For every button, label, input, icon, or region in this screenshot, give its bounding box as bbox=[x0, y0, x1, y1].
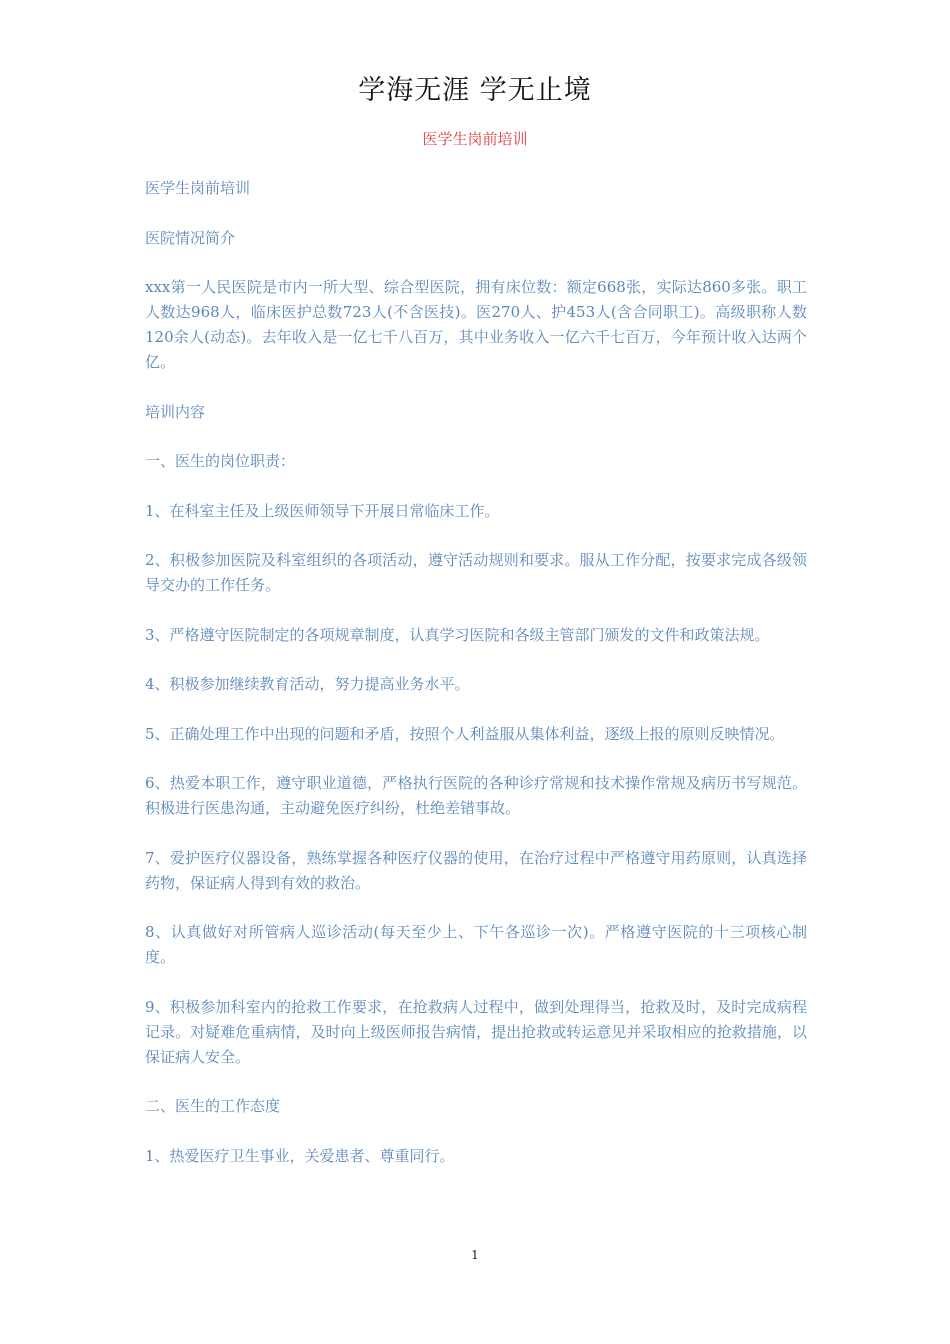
paragraph-list-item: 9、积极参加科室内的抢救工作要求，在抢救病人过程中，做到处理得当，抢救及时，及时完成病程记录。对疑难危重病情，及时向上级医师报告病情，提出抢救或转运意见并采取相应的抢救措施，以保证病人安全。 bbox=[145, 997, 807, 1066]
paragraph-list-item: 4、积极参加继续教育活动，努力提高业务水平。 bbox=[145, 675, 470, 693]
paragraph-heading: 医学生岗前培训 bbox=[145, 179, 251, 197]
document-body bbox=[145, 176, 807, 1193]
paragraph-section-title: 医院情况简介 bbox=[145, 228, 236, 247]
paragraph-list-item: 3、严格遵守医院制定的各项规章制度，认真学习医院和各级主管部门颁发的文件和政策法规。 bbox=[145, 625, 770, 644]
paragraph-section-title: 培训内容 bbox=[145, 402, 206, 421]
paragraph-list-item: 5、正确处理工作中出现的问题和矛盾，按照个人利益服从集体利益，逐级上报的原则反映情况。 bbox=[145, 724, 785, 743]
header-title: 学海无涯 学无止境 bbox=[358, 75, 592, 106]
paragraph-list-item: 7、爱护医疗仪器设备，熟练掌握各种医疗仪器的使用，在治疗过程中严格遵守用药原则，认真选择药物，保证病人得到有效的救治。 bbox=[145, 848, 807, 892]
paragraph-section-title: 二、医生的工作态度 bbox=[145, 1097, 281, 1115]
page-number: 1 bbox=[471, 1248, 479, 1262]
paragraph-section-title: 一、医生的岗位职责： bbox=[145, 452, 296, 470]
document-subtitle: 医学生岗前培训 bbox=[422, 130, 528, 148]
paragraph-hospital-intro: xxx第一人民医院是市内一所大型、综合型医院，拥有床位数：额定668张，实际达860多张。职工人数达968人，临床医护总数723人(不含医技)。医270人、护453人(含合同职工)。高级职称人数120余人(动态)。去年收入是一亿七千八百万，其中业务收入一亿六千七百万，今年预计收入达两个亿。 bbox=[145, 278, 807, 371]
paragraph-list-item: 2、积极参加医院及科室组织的各项活动，遵守活动规则和要求。服从工作分配，按要求完成各级领导交办的工作任务。 bbox=[145, 551, 807, 594]
paragraph-list-item: 6、热爱本职工作，遵守职业道德，严格执行医院的各种诊疗常规和技术操作常规及病历书写规范。积极进行医患沟通，主动避免医疗纠纷，杜绝差错事故。 bbox=[145, 774, 807, 817]
paragraph-list-item: 1、热爱医疗卫生事业，关爱患者、尊重同行。 bbox=[145, 1146, 455, 1165]
paragraph-list-item: 8、认真做好对所管病人巡诊活动(每天至少上、下午各巡诊一次)。严格遵守医院的十三项核心制度。 bbox=[145, 923, 807, 966]
paragraph-list-item: 1、在科室主任及上级医师领导下开展日常临床工作。 bbox=[145, 501, 500, 520]
